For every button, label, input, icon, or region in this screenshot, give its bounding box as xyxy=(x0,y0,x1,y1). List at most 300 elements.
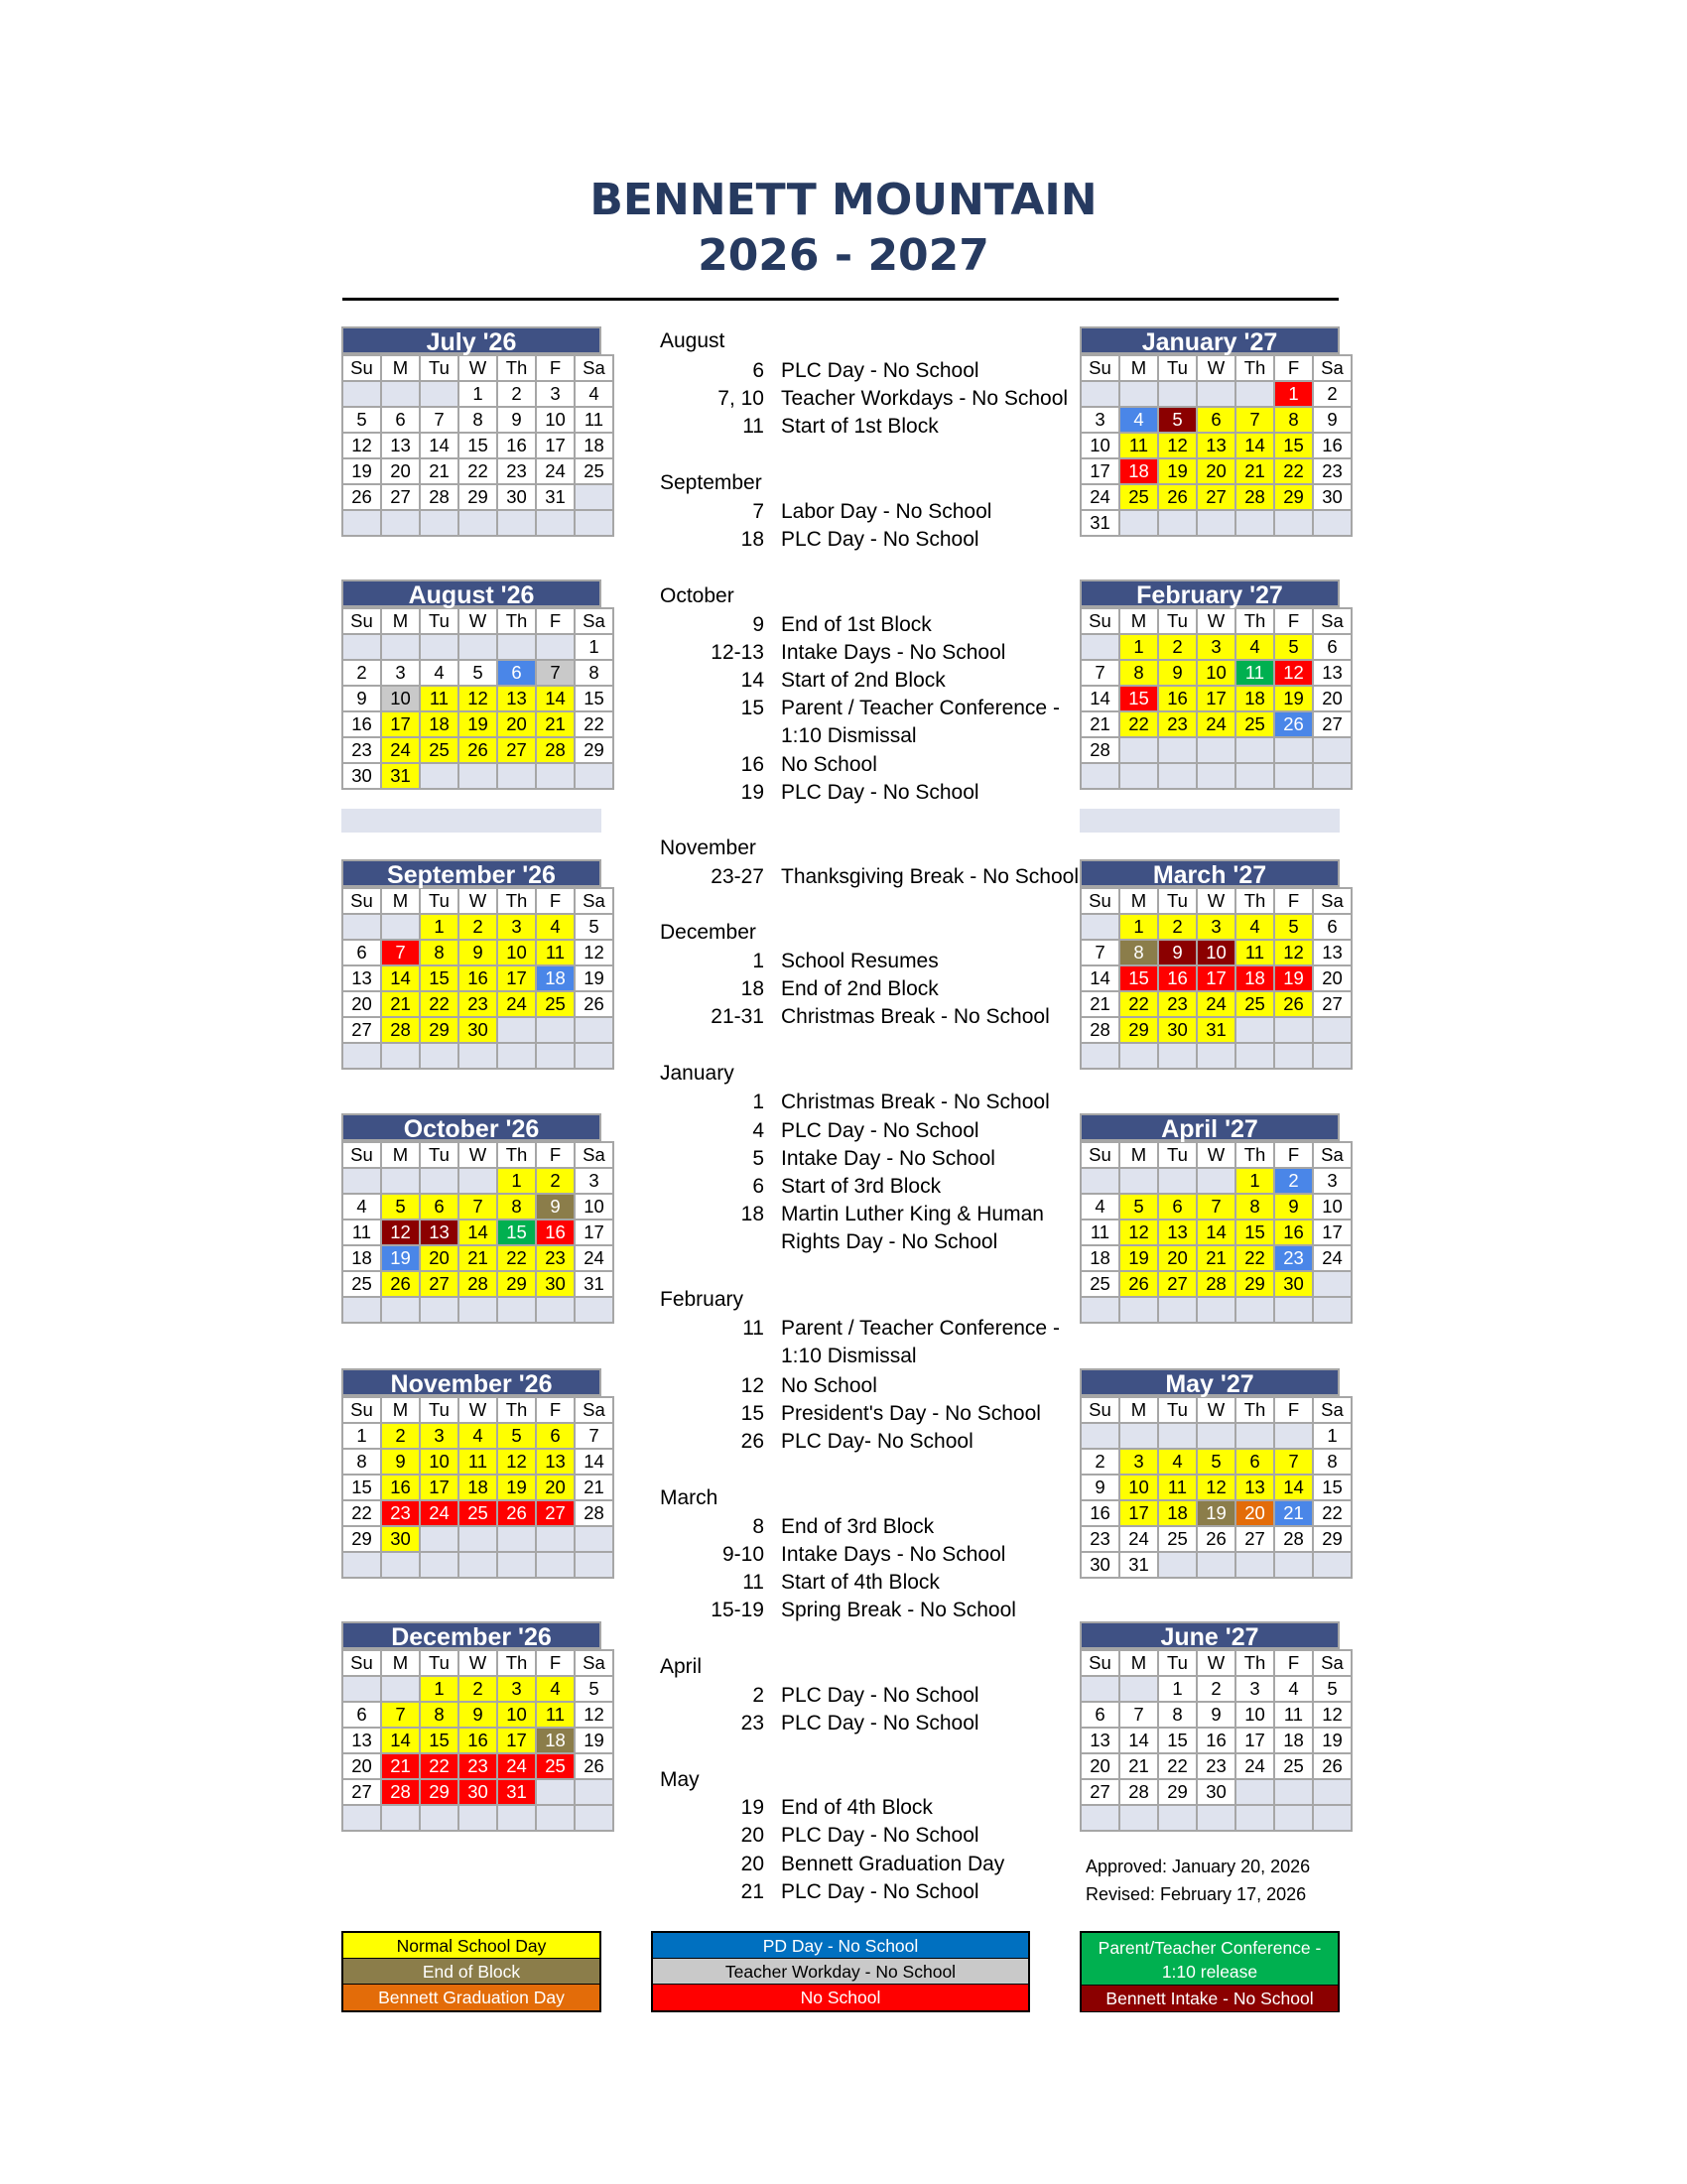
calendar-empty-cell xyxy=(575,763,613,789)
event-item xyxy=(660,1402,1057,1428)
calendar-empty-cell xyxy=(1158,763,1197,789)
calendar-empty-cell xyxy=(1274,737,1313,763)
calendar-day: 9 xyxy=(1081,1475,1119,1500)
month-title: December '26 xyxy=(341,1621,601,1649)
event-item xyxy=(660,528,1057,554)
calendar-day: 24 xyxy=(420,1500,458,1526)
calendar-day: 24 xyxy=(1197,991,1235,1017)
event-date: 1 xyxy=(752,1091,764,1113)
calendar-empty-cell xyxy=(1158,1552,1197,1578)
calendar-day: 11 xyxy=(1081,1220,1119,1245)
month-title: February '27 xyxy=(1080,579,1340,607)
calendar-empty-cell xyxy=(536,634,575,660)
calendar-day: 26 xyxy=(1158,484,1197,510)
calendar-day: 27 xyxy=(497,737,536,763)
calendar-day: 14 xyxy=(381,965,420,991)
calendar-empty-cell xyxy=(1197,381,1235,407)
calendar-day: 27 xyxy=(1313,711,1352,737)
calendar-empty-cell xyxy=(420,510,458,536)
calendar-empty-cell xyxy=(342,634,381,660)
event-description: Christmas Break - No School xyxy=(781,1091,1050,1113)
calendar-day: 28 xyxy=(381,1017,420,1043)
calendar-day: 5 xyxy=(1197,1449,1235,1475)
calendar-empty-cell xyxy=(1119,1297,1158,1323)
calendar-day: 9 xyxy=(1158,940,1197,965)
calendar-empty-cell xyxy=(420,1526,458,1552)
calendar-empty-cell xyxy=(458,1526,497,1552)
calendar-day: 12 xyxy=(381,1220,420,1245)
calendar-day: 25 xyxy=(1274,1753,1313,1779)
calendar-day: 17 xyxy=(1235,1728,1274,1753)
calendar-empty-cell xyxy=(536,510,575,536)
calendar-day: 9 xyxy=(381,1449,420,1475)
calendar-day: 28 xyxy=(575,1500,613,1526)
calendar-day: 13 xyxy=(1197,433,1235,458)
weekday-header: Sa xyxy=(1313,1142,1352,1168)
calendar-day: 25 xyxy=(1235,711,1274,737)
calendar-day: 24 xyxy=(575,1245,613,1271)
calendar-day: 18 xyxy=(1081,1245,1119,1271)
calendar-empty-cell xyxy=(342,1676,381,1702)
legend-intake: Bennett Intake - No School xyxy=(1082,1986,1338,2011)
calendar-day: 8 xyxy=(1274,407,1313,433)
calendar-day: 10 xyxy=(420,1449,458,1475)
calendar-empty-cell xyxy=(1119,763,1158,789)
calendar-empty-cell xyxy=(1274,1043,1313,1069)
event-month-label: April xyxy=(660,1655,703,1678)
calendar-day: 16 xyxy=(342,711,381,737)
calendar-day: 17 xyxy=(575,1220,613,1245)
legend-pd-day: PD Day - No School xyxy=(653,1933,1028,1959)
calendar-day: 2 xyxy=(458,914,497,940)
month-calendar xyxy=(1080,859,1344,1070)
calendar-day: 29 xyxy=(1274,484,1313,510)
calendar-empty-cell xyxy=(1081,1043,1119,1069)
calendar-day: 4 xyxy=(1235,634,1274,660)
calendar-day: 2 xyxy=(1197,1676,1235,1702)
calendar-day: 4 xyxy=(1274,1676,1313,1702)
revised-note: Revised: February 17, 2026 xyxy=(1086,1884,1307,1904)
calendar-empty-cell xyxy=(1235,1552,1274,1578)
weekday-header: Su xyxy=(1081,1397,1119,1423)
weekday-header: F xyxy=(536,355,575,381)
calendar-day: 9 xyxy=(458,1702,497,1728)
calendar-day: 9 xyxy=(458,940,497,965)
calendar-day: 21 xyxy=(575,1475,613,1500)
calendar-day: 13 xyxy=(420,1220,458,1245)
calendar-day: 19 xyxy=(1274,965,1313,991)
event-date: 11 xyxy=(742,1317,764,1340)
calendar-day: 19 xyxy=(497,1475,536,1500)
calendar-day: 22 xyxy=(1119,991,1158,1017)
weekday-header: Th xyxy=(1235,355,1274,381)
calendar-day: 22 xyxy=(420,991,458,1017)
month-title: January '27 xyxy=(1080,326,1340,354)
month-calendar xyxy=(341,1621,605,1832)
calendar-day: 9 xyxy=(497,407,536,433)
calendar-day: 26 xyxy=(381,1271,420,1297)
calendar-empty-cell xyxy=(497,1805,536,1831)
weekday-header: Sa xyxy=(575,1397,613,1423)
calendar-day: 8 xyxy=(342,1449,381,1475)
event-date: 26 xyxy=(740,1430,764,1453)
calendar-day: 16 xyxy=(1158,965,1197,991)
calendar-day: 3 xyxy=(1313,1168,1352,1194)
calendar-day: 23 xyxy=(1313,458,1352,484)
calendar-day: 14 xyxy=(1274,1475,1313,1500)
calendar-day: 17 xyxy=(1119,1500,1158,1526)
calendar-day: 10 xyxy=(1313,1194,1352,1220)
calendar-day: 16 xyxy=(536,1220,575,1245)
calendar-empty-cell xyxy=(575,1779,613,1805)
calendar-day: 22 xyxy=(420,1753,458,1779)
calendar-empty-cell xyxy=(1119,1168,1158,1194)
event-item xyxy=(660,1317,1060,1343)
calendar-empty-cell xyxy=(1119,737,1158,763)
event-month-label: November xyxy=(660,836,756,859)
calendar-day: 24 xyxy=(497,991,536,1017)
calendar-day: 4 xyxy=(536,914,575,940)
legend-right xyxy=(1080,1931,1340,2012)
calendar-day: 3 xyxy=(1197,634,1235,660)
event-description: Christmas Break - No School xyxy=(781,1005,1050,1028)
month-title: June '27 xyxy=(1080,1621,1340,1649)
calendar-day: 8 xyxy=(1158,1702,1197,1728)
calendar-day: 15 xyxy=(1119,965,1158,991)
weekday-header: Sa xyxy=(1313,1650,1352,1676)
calendar-day: 15 xyxy=(575,686,613,711)
calendar-day: 17 xyxy=(1197,965,1235,991)
calendar-empty-cell xyxy=(1158,1297,1197,1323)
calendar-day: 6 xyxy=(342,1702,381,1728)
calendar-day: 11 xyxy=(536,940,575,965)
event-item xyxy=(660,1543,1057,1569)
weekday-header: Su xyxy=(342,355,381,381)
calendar-day: 10 xyxy=(1197,660,1235,686)
calendar-empty-cell xyxy=(1119,1676,1158,1702)
weekday-header: Sa xyxy=(575,888,613,914)
calendar-empty-cell xyxy=(497,634,536,660)
month-calendar xyxy=(341,859,605,1070)
calendar-day: 5 xyxy=(1274,914,1313,940)
calendar-empty-cell xyxy=(1081,1297,1119,1323)
calendar-day: 20 xyxy=(1235,1500,1274,1526)
calendar-day: 11 xyxy=(342,1220,381,1245)
calendar-day: 15 xyxy=(1313,1475,1352,1500)
calendar-day: 20 xyxy=(497,711,536,737)
calendar-day: 7 xyxy=(1197,1194,1235,1220)
weekday-header: Sa xyxy=(1313,355,1352,381)
event-description: PLC Day - No School xyxy=(781,1880,979,1903)
calendar-empty-cell xyxy=(1197,1805,1235,1831)
calendar-empty-cell xyxy=(575,510,613,536)
calendar-day: 24 xyxy=(1235,1753,1274,1779)
calendar-empty-cell xyxy=(381,1168,420,1194)
calendar-day: 5 xyxy=(458,660,497,686)
calendar-day: 29 xyxy=(1158,1779,1197,1805)
calendar-day: 11 xyxy=(458,1449,497,1475)
calendar-day: 23 xyxy=(1274,1245,1313,1271)
event-item xyxy=(660,500,1057,526)
event-date: 11 xyxy=(742,1571,764,1594)
calendar-day: 4 xyxy=(1158,1449,1197,1475)
event-month-heading xyxy=(660,1288,1057,1314)
calendar-day: 21 xyxy=(536,711,575,737)
calendar-day: 1 xyxy=(1235,1168,1274,1194)
calendar-day: 13 xyxy=(342,965,381,991)
calendar-empty-cell xyxy=(575,1526,613,1552)
weekday-header: W xyxy=(1197,1650,1235,1676)
event-item xyxy=(660,865,1079,891)
calendar-empty-cell xyxy=(420,381,458,407)
weekday-header: W xyxy=(458,1142,497,1168)
event-description: Martin Luther King & Human xyxy=(781,1203,1044,1225)
calendar-day: 4 xyxy=(536,1676,575,1702)
calendar-empty-cell xyxy=(1197,1297,1235,1323)
calendar-day: 2 xyxy=(497,381,536,407)
month-title: August '26 xyxy=(341,579,601,607)
weekday-header: Su xyxy=(1081,888,1119,914)
calendar-day: 5 xyxy=(381,1194,420,1220)
calendar-day: 22 xyxy=(575,711,613,737)
calendar-day: 11 xyxy=(1235,940,1274,965)
calendar-empty-cell xyxy=(1235,1297,1274,1323)
calendar-day: 27 xyxy=(381,484,420,510)
event-description: Start of 4th Block xyxy=(781,1571,940,1594)
calendar-day: 21 xyxy=(458,1245,497,1271)
calendar-empty-cell xyxy=(1158,737,1197,763)
calendar-day: 26 xyxy=(575,1753,613,1779)
calendar-day: 23 xyxy=(497,458,536,484)
weekday-header: F xyxy=(1274,888,1313,914)
calendar-day: 30 xyxy=(381,1526,420,1552)
calendar-day: 25 xyxy=(458,1500,497,1526)
event-description: Intake Days - No School xyxy=(781,1543,1006,1566)
event-item xyxy=(660,781,1057,807)
weekday-header: Th xyxy=(1235,888,1274,914)
event-item xyxy=(660,1203,1057,1228)
calendar-empty-cell xyxy=(381,510,420,536)
calendar-day: 22 xyxy=(1119,711,1158,737)
calendar-day: 2 xyxy=(1081,1449,1119,1475)
calendar-day: 3 xyxy=(536,381,575,407)
weekday-header: F xyxy=(1274,1142,1313,1168)
calendar-day: 27 xyxy=(1197,484,1235,510)
calendar-day: 18 xyxy=(458,1475,497,1500)
calendar-day: 1 xyxy=(575,634,613,660)
calendar-day: 23 xyxy=(536,1245,575,1271)
event-date: 23 xyxy=(740,1712,764,1734)
calendar-day: 16 xyxy=(458,1728,497,1753)
calendar-day: 6 xyxy=(1313,914,1352,940)
calendar-empty-cell xyxy=(1274,763,1313,789)
weekday-header: Th xyxy=(497,608,536,634)
event-item xyxy=(660,1345,1057,1370)
calendar-empty-cell xyxy=(1158,1168,1197,1194)
calendar-day: 6 xyxy=(497,660,536,686)
calendar-day: 3 xyxy=(1081,407,1119,433)
calendar-empty-cell xyxy=(1235,1423,1274,1449)
event-item xyxy=(660,613,1057,639)
weekday-header: M xyxy=(381,608,420,634)
calendar-day: 5 xyxy=(1119,1194,1158,1220)
weekday-header: Su xyxy=(342,888,381,914)
event-description: Teacher Workdays - No School xyxy=(781,387,1069,410)
calendar-day: 30 xyxy=(1313,484,1352,510)
calendar-day: 10 xyxy=(497,1702,536,1728)
weekday-header: Su xyxy=(1081,355,1119,381)
weekday-header: F xyxy=(536,1650,575,1676)
calendar-empty-cell xyxy=(1081,1168,1119,1194)
calendar-spacer xyxy=(341,809,601,833)
event-description: Thanksgiving Break - No School xyxy=(781,865,1079,888)
calendar-empty-cell xyxy=(536,1779,575,1805)
event-description: PLC Day - No School xyxy=(781,1119,979,1142)
calendar-day: 3 xyxy=(420,1423,458,1449)
calendar-day: 17 xyxy=(1197,686,1235,711)
calendar-day: 30 xyxy=(1158,1017,1197,1043)
calendar-day: 3 xyxy=(1197,914,1235,940)
calendar-empty-cell xyxy=(536,763,575,789)
calendar-empty-cell xyxy=(342,1552,381,1578)
calendar-day: 25 xyxy=(1081,1271,1119,1297)
event-date: 6 xyxy=(752,1175,764,1198)
calendar-day: 5 xyxy=(1158,407,1197,433)
event-description: Intake Days - No School xyxy=(781,641,1006,664)
calendar-day: 8 xyxy=(1313,1449,1352,1475)
weekday-header: W xyxy=(458,355,497,381)
calendar-empty-cell xyxy=(1274,1779,1313,1805)
weekday-header: Th xyxy=(497,1397,536,1423)
calendar-day: 19 xyxy=(1313,1728,1352,1753)
calendar-day: 3 xyxy=(1235,1676,1274,1702)
calendar-day: 23 xyxy=(1081,1526,1119,1552)
event-date: 9 xyxy=(752,613,764,636)
calendar-empty-cell xyxy=(536,1043,575,1069)
calendar-day: 15 xyxy=(420,1728,458,1753)
calendar-empty-cell xyxy=(1158,381,1197,407)
event-date: 15 xyxy=(740,697,764,719)
weekday-header: Sa xyxy=(1313,1397,1352,1423)
month-title: March '27 xyxy=(1080,859,1340,887)
event-description: PLC Day - No School xyxy=(781,1712,979,1734)
weekday-header: Sa xyxy=(1313,608,1352,634)
calendar-day: 11 xyxy=(1274,1702,1313,1728)
calendar-empty-cell xyxy=(1313,1017,1352,1043)
calendar-day: 24 xyxy=(1313,1245,1352,1271)
calendar-day: 2 xyxy=(536,1168,575,1194)
calendar-day: 1 xyxy=(420,1676,458,1702)
calendar-day: 22 xyxy=(1158,1753,1197,1779)
calendar-day: 26 xyxy=(342,484,381,510)
weekday-header: Su xyxy=(1081,608,1119,634)
calendar-day: 19 xyxy=(1119,1245,1158,1271)
calendar-day: 26 xyxy=(1274,711,1313,737)
event-item xyxy=(660,1430,1057,1456)
calendar-empty-cell xyxy=(381,1297,420,1323)
event-description: Labor Day - No School xyxy=(781,500,992,523)
event-month-heading xyxy=(660,1486,1057,1512)
calendar-empty-cell xyxy=(1235,737,1274,763)
calendar-day: 20 xyxy=(381,458,420,484)
calendar-day: 6 xyxy=(1313,634,1352,660)
calendar-day: 27 xyxy=(1158,1271,1197,1297)
calendar-day: 2 xyxy=(342,660,381,686)
weekday-header: Th xyxy=(1235,608,1274,634)
event-item xyxy=(660,1853,1057,1878)
calendar-empty-cell xyxy=(536,1552,575,1578)
calendar-empty-cell xyxy=(575,1017,613,1043)
calendar-day: 14 xyxy=(420,433,458,458)
calendar-day: 15 xyxy=(1158,1728,1197,1753)
calendar-day: 21 xyxy=(1081,711,1119,737)
event-date: 12 xyxy=(740,1374,764,1397)
weekday-header: M xyxy=(1119,1650,1158,1676)
weekday-header: F xyxy=(536,1142,575,1168)
page-subtitle-years: 2026 - 2027 xyxy=(698,230,989,281)
calendar-day: 9 xyxy=(342,686,381,711)
calendar-empty-cell xyxy=(420,1168,458,1194)
calendar-day: 28 xyxy=(1197,1271,1235,1297)
calendar-day: 30 xyxy=(1081,1552,1119,1578)
calendar-day: 24 xyxy=(536,458,575,484)
calendar-day: 17 xyxy=(1081,458,1119,484)
weekday-header: F xyxy=(536,888,575,914)
weekday-header: W xyxy=(458,1650,497,1676)
calendar-empty-cell xyxy=(1235,1805,1274,1831)
legend-teacher-workday: Teacher Workday - No School xyxy=(653,1959,1028,1985)
calendar-empty-cell xyxy=(497,1526,536,1552)
calendar-day: 24 xyxy=(1081,484,1119,510)
calendar-day: 15 xyxy=(458,433,497,458)
calendar-day: 3 xyxy=(497,914,536,940)
calendar-day: 1 xyxy=(1158,1676,1197,1702)
calendar-empty-cell xyxy=(536,1526,575,1552)
calendar-day: 20 xyxy=(536,1475,575,1500)
calendar-day: 6 xyxy=(342,940,381,965)
event-description: PLC Day - No School xyxy=(781,1824,979,1847)
event-date: 21-31 xyxy=(711,1005,764,1028)
calendar-day: 2 xyxy=(1158,914,1197,940)
calendar-day: 4 xyxy=(1119,407,1158,433)
calendar-day: 6 xyxy=(536,1423,575,1449)
calendar-day: 12 xyxy=(497,1449,536,1475)
calendar-day: 1 xyxy=(1119,914,1158,940)
calendar-empty-cell xyxy=(1119,510,1158,536)
calendar-empty-cell xyxy=(458,510,497,536)
month-calendar xyxy=(1080,1621,1344,1832)
weekday-header: Tu xyxy=(1158,1397,1197,1423)
calendar-empty-cell xyxy=(536,1017,575,1043)
calendar-day: 15 xyxy=(342,1475,381,1500)
title-divider xyxy=(342,298,1339,301)
calendar-day: 6 xyxy=(381,407,420,433)
calendar-day: 27 xyxy=(342,1017,381,1043)
calendar-empty-cell xyxy=(1197,1423,1235,1449)
event-month-label: August xyxy=(660,329,725,352)
calendar-day: 30 xyxy=(536,1271,575,1297)
calendar-day: 23 xyxy=(458,1753,497,1779)
event-item xyxy=(660,1599,1057,1624)
calendar-day: 10 xyxy=(381,686,420,711)
event-month-heading xyxy=(660,1768,1057,1794)
calendar-day: 7 xyxy=(536,660,575,686)
weekday-header: Su xyxy=(1081,1142,1119,1168)
calendar-empty-cell xyxy=(381,1043,420,1069)
calendar-day: 25 xyxy=(536,1753,575,1779)
event-date: 7, 10 xyxy=(717,387,764,410)
event-description: 1:10 Dismissal xyxy=(781,724,917,747)
